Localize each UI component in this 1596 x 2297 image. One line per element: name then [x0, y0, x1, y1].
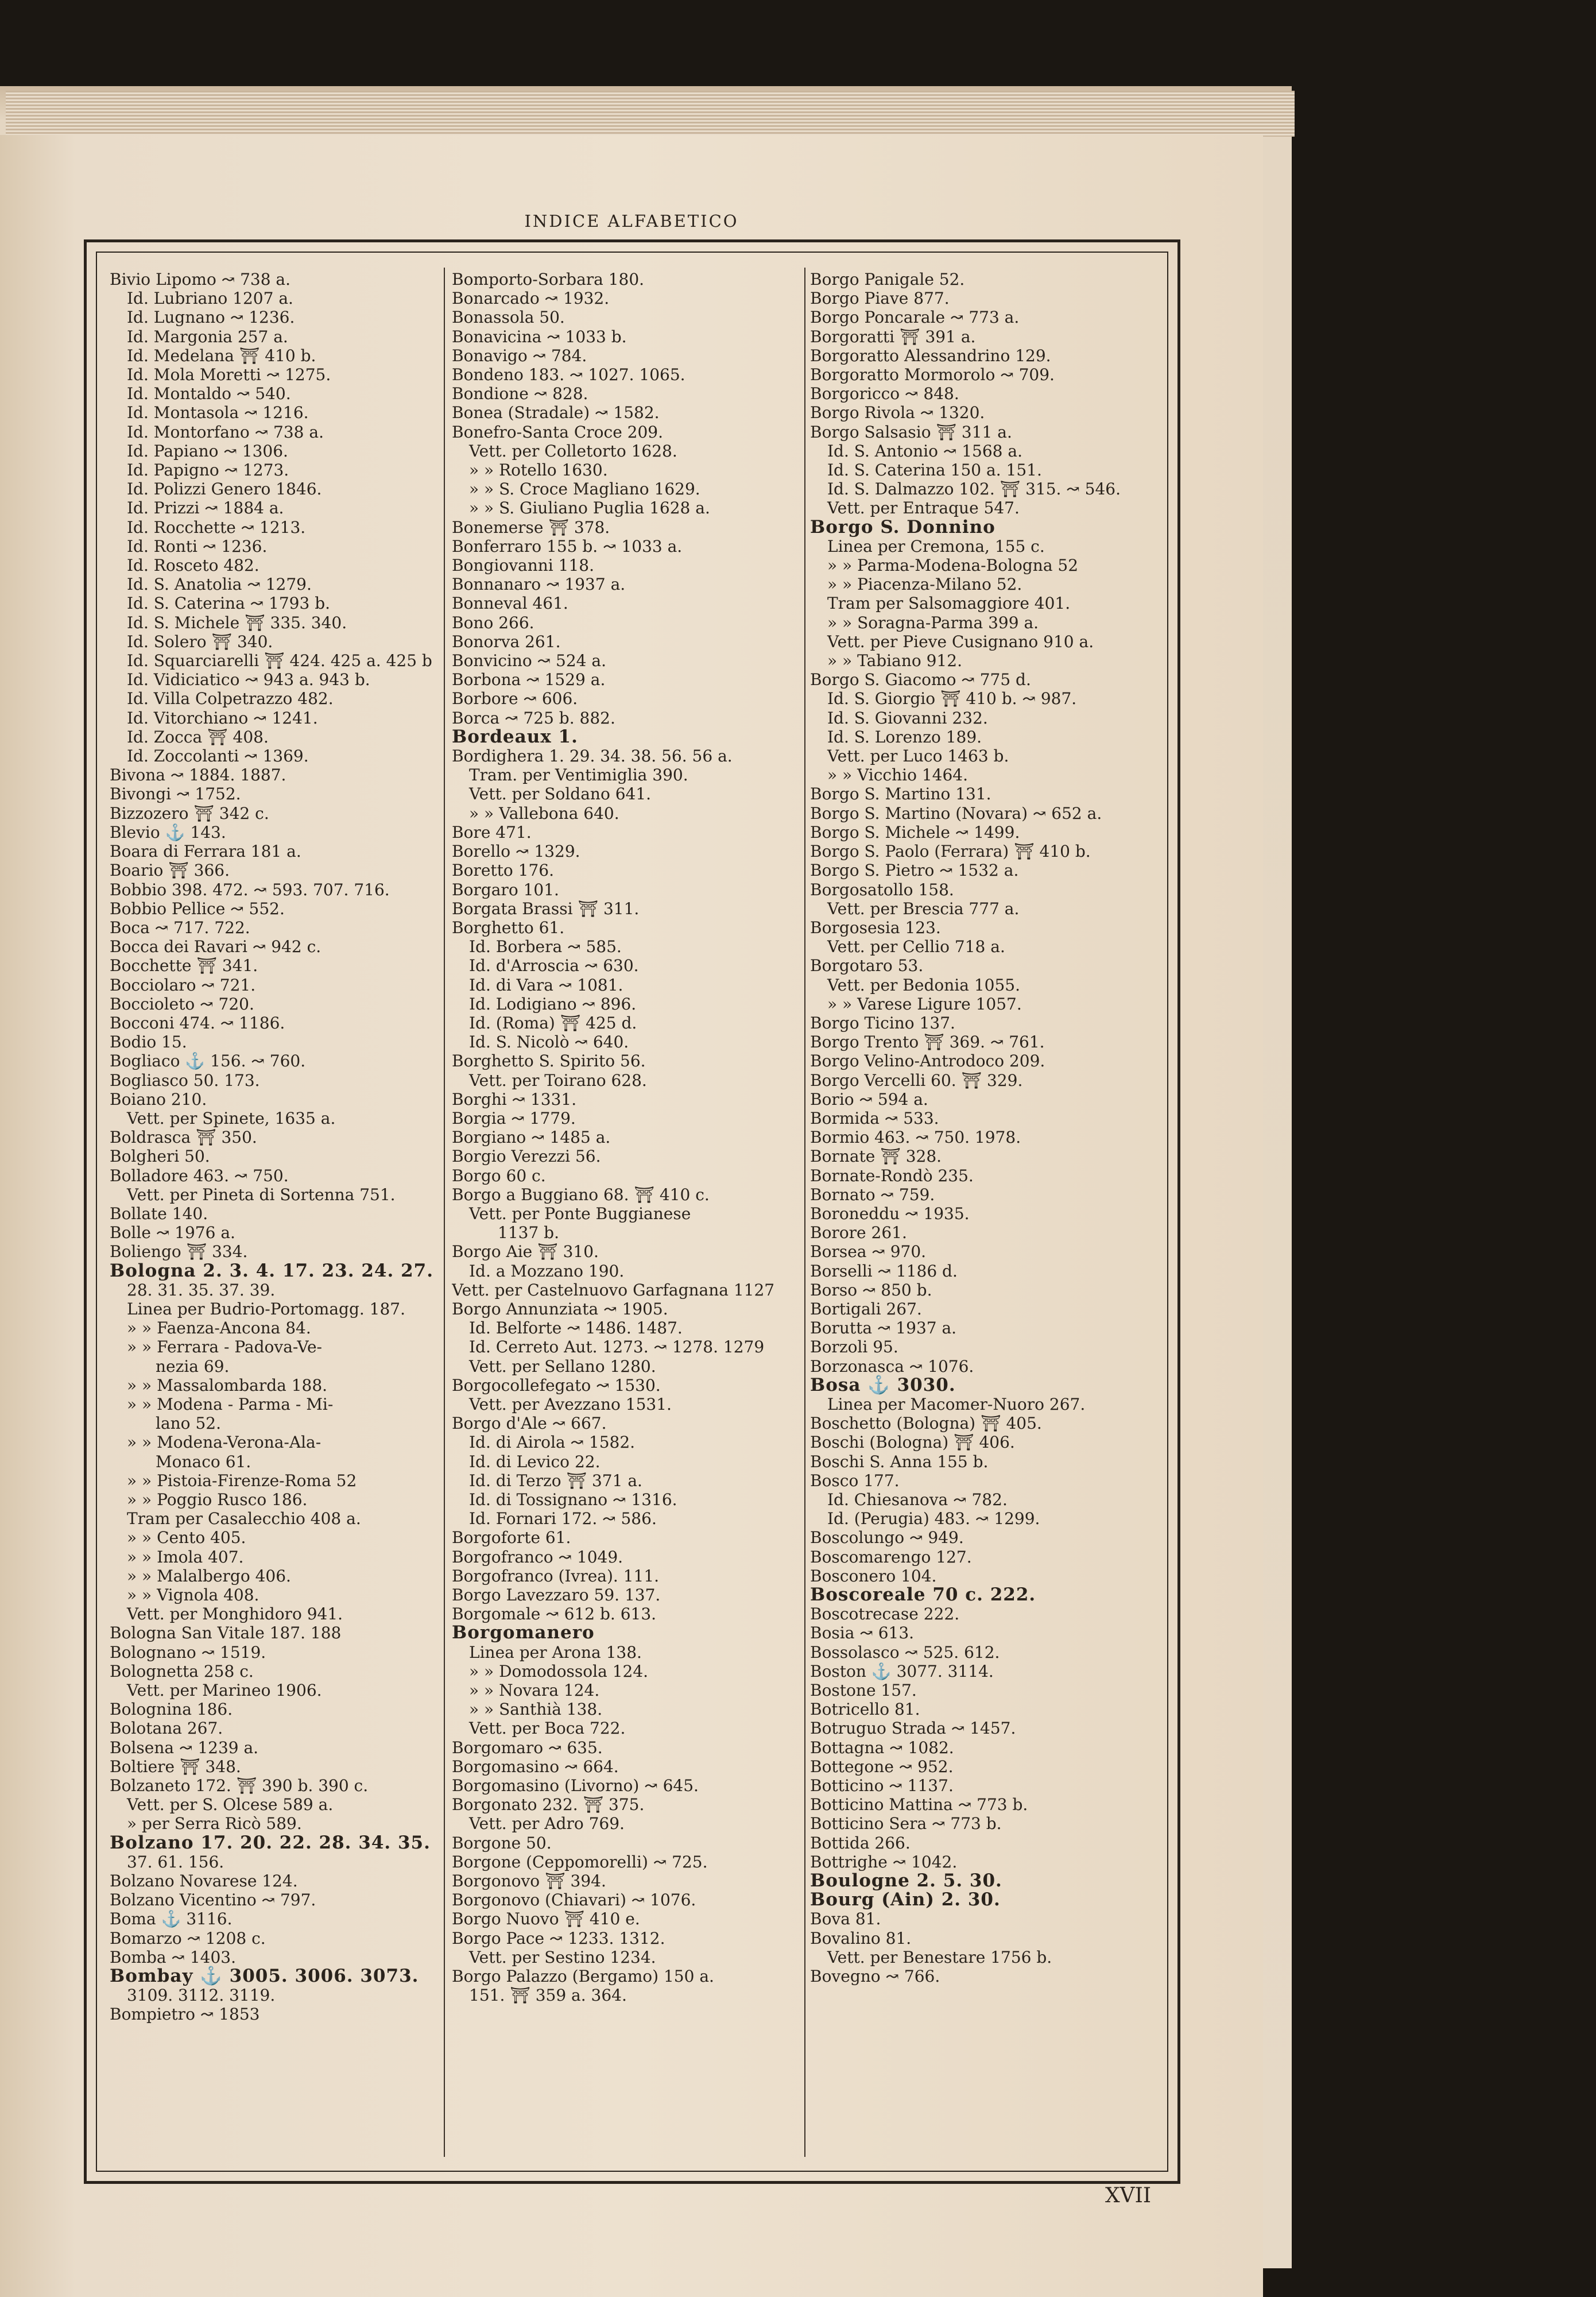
index-entry: Bolognano ↝ 1519.: [110, 1642, 266, 1662]
index-entry: Id. Medelana ⛩ 410 b.: [127, 346, 316, 365]
index-entry: Id. S. Michele ⛩ 335. 340.: [127, 613, 347, 632]
index-entry: Bornate-Rondò 235.: [810, 1166, 974, 1185]
index-entry: Id. di Airola ↝ 1582.: [469, 1433, 636, 1452]
index-entry: 28. 31. 35. 37. 39.: [127, 1280, 276, 1300]
index-entry: Bovalino 81.: [810, 1928, 912, 1948]
index-entry: Botticino Sera ↝ 773 b.: [810, 1814, 1002, 1834]
index-entry: Vett. per Cellio 718 a.: [827, 937, 1005, 957]
index-entry: Bolgheri 50.: [110, 1147, 210, 1166]
index-heading-entry: Borgomanero: [452, 1622, 595, 1644]
index-entry: Bivona ↝ 1884. 1887.: [110, 765, 286, 785]
index-entry: Borso ↝ 850 b.: [810, 1280, 932, 1300]
index-entry: Borgo Poncarale ↝ 773 a.: [810, 308, 1020, 327]
index-heading-entry: Bourg (Ain) 2. 30.: [810, 1889, 1001, 1911]
index-entry: Borgocollefegato ↝ 1530.: [452, 1375, 661, 1395]
index-entry: Bogliaco ⚓ 156. ↝ 760.: [110, 1051, 306, 1071]
index-entry: Bonneval 461.: [452, 594, 568, 613]
index-entry: Borgo Ticino 137.: [810, 1013, 955, 1033]
index-entry: » » Vicchio 1464.: [827, 765, 969, 785]
index-entry: » » Santhià 138.: [469, 1700, 603, 1719]
index-entry: Borgoratto Mormorolo ↝ 709.: [810, 365, 1055, 385]
index-entry: Blevio ⚓ 143.: [110, 822, 226, 842]
index-entry: Bonea (Stradale) ↝ 1582.: [452, 403, 660, 423]
index-entry: Id. a Mozzano 190.: [469, 1261, 625, 1281]
index-entry: » » Tabiano 912.: [827, 651, 962, 671]
index-entry: Borgoratto Alessandrino 129.: [810, 346, 1051, 365]
index-entry: Id. di Terzo ⛩ 371 a.: [469, 1471, 642, 1490]
index-entry: Id. Rocchette ↝ 1213.: [127, 517, 306, 537]
index-entry: Borzoli 95.: [810, 1337, 898, 1357]
index-heading-entry: Boulogne 2. 5. 30.: [810, 1870, 1002, 1892]
index-entry: Vett. per Entraque 547.: [827, 498, 1020, 518]
page-edges: [6, 91, 1295, 137]
index-entry: 3109. 3112. 3119.: [127, 1986, 276, 2005]
index-entry: Borghi ↝ 1331.: [452, 1089, 577, 1109]
index-entry: Bortigali 267.: [810, 1299, 922, 1318]
index-entry: » per Serra Ricò 589.: [127, 1814, 302, 1834]
index-entry: Borgo Panigale 52.: [810, 270, 965, 289]
index-entry: Id. Villa Colpetrazzo 482.: [127, 689, 334, 709]
index-entry: Botruguo Strada ↝ 1457.: [810, 1719, 1016, 1738]
index-entry: Monaco 61.: [156, 1452, 251, 1471]
index-heading-entry: Borgo S. Donnino: [810, 516, 995, 537]
index-entry: Id. Lodigiano ↝ 896.: [469, 994, 637, 1014]
index-entry: Vett. per Colletorto 1628.: [469, 441, 677, 461]
index-entry: Id. Prizzi ↝ 1884 a.: [127, 498, 284, 518]
index-entry: Borgo S. Martino (Novara) ↝ 652 a.: [810, 803, 1102, 823]
index-entry: Vett. per Soldano 641.: [469, 784, 652, 804]
index-entry: Borgo Vercelli 60. ⛩ 329.: [810, 1070, 1023, 1090]
index-heading-entry: Bombay ⚓ 3005. 3006. 3073.: [110, 1966, 419, 1987]
index-entry: » » Massalombarda 188.: [127, 1375, 328, 1395]
index-entry: » » Modena-Verona-Ala-: [127, 1433, 321, 1452]
index-entry: Id. Zocca ⛩ 408.: [127, 727, 269, 747]
index-entry: » » Vignola 408.: [127, 1586, 259, 1605]
index-entry: Id. Montorfano ↝ 738 a.: [127, 422, 324, 442]
index-entry: Borutta ↝ 1937 a.: [810, 1318, 957, 1338]
index-entry: Bolotana 267.: [110, 1719, 223, 1738]
index-entry: 1137 b.: [498, 1223, 559, 1243]
index-entry: Bosco 177.: [810, 1471, 900, 1490]
index-entry: Id. Fornari 172. ↝ 586.: [469, 1509, 657, 1529]
index-frame: [84, 239, 1180, 2184]
index-entry: Borgo Nuovo ⛩ 410 e.: [452, 1909, 640, 1929]
index-entry: Bongiovanni 118.: [452, 556, 594, 575]
index-entry: Borghetto S. Spirito 56.: [452, 1051, 646, 1071]
index-entry: Id. Ronti ↝ 1236.: [127, 536, 268, 556]
index-entry: Borello ↝ 1329.: [452, 842, 580, 861]
index-entry: Id. Rosceto 482.: [127, 556, 259, 575]
index-entry: Borgo Lavezzaro 59. 137.: [452, 1586, 661, 1605]
index-entry: Linea per Budrio-Portomagg. 187.: [127, 1299, 406, 1318]
index-entry: Bonvicino ↝ 524 a.: [452, 651, 606, 671]
index-entry: Bocca dei Ravari ↝ 942 c.: [110, 937, 321, 957]
index-entry: Borgo Rivola ↝ 1320.: [810, 403, 985, 423]
index-entry: Bocciolaro ↝ 721.: [110, 975, 256, 995]
index-entry: Id. S. Antonio ↝ 1568 a.: [827, 441, 1022, 461]
index-entry: Boara di Ferrara 181 a.: [110, 842, 301, 861]
index-entry: Bompietro ↝ 1853: [110, 2005, 260, 2024]
index-entry: Bolle ↝ 1976 a.: [110, 1223, 235, 1243]
index-column-2: [452, 270, 799, 2159]
index-entry: Vett. per Sestino 1234.: [469, 1947, 656, 1967]
index-entry: Bollate 140.: [110, 1204, 208, 1223]
index-entry: Bonavicina ↝ 1033 b.: [452, 327, 627, 346]
index-entry: Bossolasco ↝ 525. 612.: [810, 1642, 1000, 1662]
index-entry: Id. S. Caterina ↝ 1793 b.: [127, 594, 331, 613]
index-entry: Bottrighe ↝ 1042.: [810, 1852, 958, 1871]
index-column-3: [810, 270, 1159, 2159]
index-entry: Vett. per Spinete, 1635 a.: [127, 1108, 336, 1128]
index-entry: Boroneddu ↝ 1935.: [810, 1204, 970, 1223]
index-entry: Borgomasino (Livorno) ↝ 645.: [452, 1776, 699, 1796]
page-number: XVII: [1105, 2184, 1152, 2207]
index-entry: » » Imola 407.: [127, 1547, 244, 1567]
index-entry: Id. Chiesanova ↝ 782.: [827, 1490, 1008, 1509]
index-entry: Bivio Lipomo ↝ 738 a.: [110, 270, 290, 289]
index-entry: Tram per Salsomaggiore 401.: [827, 594, 1071, 613]
index-entry: » » S. Giuliano Puglia 1628 a.: [469, 498, 710, 518]
index-entry: » » Parma-Modena-Bologna 52: [827, 556, 1079, 575]
index-entry: » » S. Croce Magliano 1629.: [469, 479, 700, 499]
index-entry: Bottegone ↝ 952.: [810, 1757, 954, 1776]
index-entry: Bobbio 398. 472. ↝ 593. 707. 716.: [110, 880, 390, 899]
index-entry: Borio ↝ 594 a.: [810, 1089, 928, 1109]
index-entry: Bormio 463. ↝ 750. 1978.: [810, 1128, 1021, 1147]
index-entry: Vett. per Luco 1463 b.: [827, 747, 1009, 766]
index-entry: Boscotrecase 222.: [810, 1604, 960, 1624]
index-entry: Bonnanaro ↝ 1937 a.: [452, 575, 626, 594]
index-entry: Id. S. Nicolò ↝ 640.: [469, 1033, 629, 1052]
index-entry: Bonferraro 155 b. ↝ 1033 a.: [452, 536, 683, 556]
index-entry: Id. Zoccolanti ↝ 1369.: [127, 747, 309, 766]
index-entry: Id. (Roma) ⛩ 425 d.: [469, 1013, 637, 1033]
index-entry: Boca ↝ 717. 722.: [110, 918, 250, 937]
index-entry: Boston ⚓ 3077. 3114.: [810, 1661, 994, 1681]
index-entry: Borgofranco (Ivrea). 111.: [452, 1566, 660, 1586]
index-entry: Bostone 157.: [810, 1681, 917, 1700]
index-entry: Vett. per Toirano 628.: [469, 1070, 647, 1090]
index-entry: » » Malalbergo 406.: [127, 1566, 291, 1586]
index-entry: Bogliasco 50. 173.: [110, 1070, 260, 1090]
index-entry: Id. Polizzi Genero 1846.: [127, 479, 322, 499]
index-entry: Id. Cerreto Aut. 1273. ↝ 1278. 1279: [469, 1337, 765, 1357]
index-entry: Bornate ⛩ 328.: [810, 1147, 942, 1166]
index-entry: Id. (Perugia) 483. ↝ 1299.: [827, 1509, 1040, 1529]
index-entry: Bizzozero ⛩ 342 c.: [110, 803, 269, 823]
index-entry: Id. Solero ⛩ 340.: [127, 632, 273, 651]
index-entry: Bova 81.: [810, 1909, 881, 1929]
index-entry: Bosia ↝ 613.: [810, 1623, 915, 1643]
index-entry: Tram per Casalecchio 408 a.: [127, 1509, 361, 1529]
index-entry: Id. S. Caterina 150 a. 151.: [827, 461, 1042, 480]
index-entry: Vett. per Avezzano 1531.: [469, 1394, 672, 1414]
index-entry: Borgo Aie ⛩ 310.: [452, 1242, 599, 1262]
index-entry: Boschi (Bologna) ⛩ 406.: [810, 1433, 1015, 1452]
index-entry: Boccioleto ↝ 720.: [110, 994, 254, 1014]
index-entry: » » Vallebona 640.: [469, 803, 619, 823]
index-entry: Bonefro-Santa Croce 209.: [452, 422, 664, 442]
index-entry: Vett. per Pieve Cusignano 910 a.: [827, 632, 1094, 651]
index-entry: Borgosatollo 158.: [810, 880, 954, 899]
index-entry: Bolzaneto 172. ⛩ 390 b. 390 c.: [110, 1776, 369, 1796]
index-entry: Boldrasca ⛩ 350.: [110, 1128, 257, 1147]
index-entry: Bormida ↝ 533.: [810, 1108, 939, 1128]
index-entry: Vett. per Brescia 777 a.: [827, 899, 1020, 918]
index-entry: Bosconero 104.: [810, 1566, 937, 1586]
index-entry: Id. Margonia 257 a.: [127, 327, 288, 346]
index-entry: Bonarcado ↝ 1932.: [452, 289, 610, 308]
index-entry: Vett. per Benestare 1756 b.: [827, 1947, 1052, 1967]
index-entry: Linea per Arona 138.: [469, 1642, 642, 1662]
index-entry: Vett. per Pineta di Sortenna 751.: [127, 1185, 396, 1204]
index-entry: Bonassola 50.: [452, 308, 565, 327]
index-entry: Vett. per Marineo 1906.: [127, 1681, 322, 1700]
index-entry: Bolzano Vicentino ↝ 797.: [110, 1890, 316, 1910]
index-entry: Borbona ↝ 1529 a.: [452, 670, 606, 690]
index-entry: » » Pistoia-Firenze-Roma 52: [127, 1471, 357, 1490]
index-entry: Bordighera 1. 29. 34. 38. 56. 56 a.: [452, 747, 733, 766]
index-entry: Boschetto (Bologna) ⛩ 405.: [810, 1414, 1042, 1433]
index-entry: » » Piacenza-Milano 52.: [827, 575, 1022, 594]
index-entry: Borselli ↝ 1186 d.: [810, 1261, 958, 1281]
index-entry: Bonavigo ↝ 784.: [452, 346, 587, 365]
index-entry: Id. Papiano ↝ 1306.: [127, 441, 288, 461]
index-entry: Botticino Mattina ↝ 773 b.: [810, 1795, 1028, 1815]
index-entry: Borgo Annunziata ↝ 1905.: [452, 1299, 668, 1318]
index-entry: » » Cento 405.: [127, 1528, 246, 1548]
index-heading-entry: Bologna 2. 3. 4. 17. 23. 24. 27.: [110, 1260, 433, 1281]
index-entry: Boiano 210.: [110, 1089, 207, 1109]
index-frame-inner: [96, 252, 1168, 2172]
index-entry: Bodio 15.: [110, 1033, 187, 1052]
page: [0, 135, 1263, 2297]
index-entry: Vett. per Monghidoro 941.: [127, 1604, 343, 1624]
index-entry: Vett. per Sellano 1280.: [469, 1356, 656, 1376]
index-entry: » » Modena - Parma - Mi-: [127, 1394, 334, 1414]
index-entry: Id. S. Lorenzo 189.: [827, 727, 982, 747]
index-entry: Borgo S. Martino 131.: [810, 784, 991, 804]
index-entry: Id. Lubriano 1207 a.: [127, 289, 293, 308]
index-entry: » » Novara 124.: [469, 1681, 600, 1700]
index-entry: Id. d'Arroscia ↝ 630.: [469, 956, 639, 976]
index-entry: » » Faenza-Ancona 84.: [127, 1318, 311, 1338]
index-entry: Borgaro 101.: [452, 880, 559, 899]
index-entry: Borgoricco ↝ 848.: [810, 384, 959, 404]
index-entry: Borgo S. Pietro ↝ 1532 a.: [810, 861, 1019, 880]
index-entry: Borgotaro 53.: [810, 956, 924, 976]
index-heading-entry: Bosa ⚓ 3030.: [810, 1374, 956, 1395]
index-entry: Bornato ↝ 759.: [810, 1185, 935, 1204]
index-entry: Linea per Cremona, 155 c.: [827, 536, 1045, 556]
index-entry: Borgone 50.: [452, 1833, 552, 1853]
index-entry: Id. Lugnano ↝ 1236.: [127, 308, 295, 327]
index-entry: Borzonasca ↝ 1076.: [810, 1356, 974, 1376]
index-entry: Botticino ↝ 1137.: [810, 1776, 954, 1796]
index-entry: Bondione ↝ 828.: [452, 384, 588, 404]
index-entry: Bolzano Novarese 124.: [110, 1871, 298, 1891]
index-entry: Borgosesia 123.: [810, 918, 941, 937]
index-entry: Tram. per Ventimiglia 390.: [469, 765, 688, 785]
index-entry: Bovegno ↝ 766.: [810, 1967, 940, 1986]
index-entry: » » Poggio Rusco 186.: [127, 1490, 308, 1509]
index-entry: Bore 471.: [452, 822, 532, 842]
index-entry: » » Soragna-Parma 399 a.: [827, 613, 1039, 632]
index-entry: Bottagna ↝ 1082.: [810, 1738, 954, 1757]
index-entry: Botricello 81.: [810, 1700, 920, 1719]
index-entry: Borgo Piave 877.: [810, 289, 950, 308]
index-entry: Bolognetta 258 c.: [110, 1661, 254, 1681]
index-entry: Borgonovo (Chiavari) ↝ 1076.: [452, 1890, 696, 1910]
index-entry: Boma ⚓ 3116.: [110, 1909, 233, 1929]
index-heading-entry: Boscoreale 70 c. 222.: [810, 1584, 1036, 1606]
index-entry: Borgia ↝ 1779.: [452, 1108, 576, 1128]
index-entry: Borgonovo ⛩ 394.: [452, 1871, 606, 1891]
index-entry: Boretto 176.: [452, 861, 554, 880]
index-entry: Borgo 60 c.: [452, 1166, 546, 1185]
index-column-1: [110, 270, 438, 2159]
index-entry: Id. Vidiciatico ↝ 943 a. 943 b.: [127, 670, 370, 690]
column-divider: [444, 268, 445, 2157]
index-entry: » » Varese Ligure 1057.: [827, 994, 1022, 1014]
index-entry: Id. S. Anatolia ↝ 1279.: [127, 575, 312, 594]
index-entry: Id. Squarciarelli ⛩ 424. 425 a. 425 b: [127, 651, 432, 671]
index-entry: Id. Montaldo ↝ 540.: [127, 384, 291, 404]
index-entry: Borgomaro ↝ 635.: [452, 1738, 603, 1757]
index-entry: Id. Papigno ↝ 1273.: [127, 461, 289, 480]
index-heading-entry: Bolzano 17. 20. 22. 28. 34. 35.: [110, 1832, 431, 1853]
index-entry: Borgofranco ↝ 1049.: [452, 1547, 623, 1567]
index-entry: Borca ↝ 725 b. 882.: [452, 708, 615, 728]
index-entry: Id. Montasola ↝ 1216.: [127, 403, 309, 423]
index-entry: Borgone (Ceppomorelli) ↝ 725.: [452, 1852, 708, 1871]
index-entry: Bonemerse ⛩ 378.: [452, 517, 610, 537]
index-entry: Id. S. Dalmazzo 102. ⛩ 315. ↝ 546.: [827, 479, 1121, 499]
index-entry: Bomporto-Sorbara 180.: [452, 270, 645, 289]
index-entry: Borgoratti ⛩ 391 a.: [810, 327, 976, 346]
index-entry: Bomba ↝ 1403.: [110, 1947, 237, 1967]
index-entry: Borgo d'Ale ↝ 667.: [452, 1414, 607, 1433]
index-entry: Id. S. Giovanni 232.: [827, 708, 988, 728]
index-entry: Bivongi ↝ 1752.: [110, 784, 241, 804]
index-entry: Id. Borbera ↝ 585.: [469, 937, 622, 957]
index-entry: Bondeno 183. ↝ 1027. 1065.: [452, 365, 685, 385]
index-entry: Bolsena ↝ 1239 a.: [110, 1738, 259, 1757]
index-entry: Vett. per Ponte Buggianese: [469, 1204, 691, 1223]
index-entry: » » Rotello 1630.: [469, 461, 608, 480]
index-entry: Boscomarengo 127.: [810, 1547, 972, 1567]
index-entry: Id. Mola Moretti ↝ 1275.: [127, 365, 331, 385]
index-entry: Id. di Vara ↝ 1081.: [469, 975, 623, 995]
index-entry: Boscolungo ↝ 949.: [810, 1528, 964, 1548]
index-entry: Vett. per S. Olcese 589 a.: [127, 1795, 334, 1815]
index-entry: Borsea ↝ 970.: [810, 1242, 927, 1262]
index-entry: Borghetto 61.: [452, 918, 565, 937]
index-entry: » » Ferrara - Padova-Ve-: [127, 1337, 323, 1357]
index-entry: Borgoforte 61.: [452, 1528, 571, 1548]
index-entry: Borgonato 232. ⛩ 375.: [452, 1795, 645, 1815]
column-divider: [804, 268, 805, 2157]
index-heading-entry: Bordeaux 1.: [452, 726, 578, 747]
index-entry: Id. Belforte ↝ 1486. 1487.: [469, 1318, 683, 1338]
index-entry: Bobbio Pellice ↝ 552.: [110, 899, 285, 918]
index-entry: Bolognina 186.: [110, 1700, 233, 1719]
index-entry: Id. S. Giorgio ⛩ 410 b. ↝ 987.: [827, 689, 1077, 709]
index-entry: Boliengo ⛩ 334.: [110, 1242, 248, 1262]
index-entry: Bonorva 261.: [452, 632, 561, 651]
index-entry: Borgata Brassi ⛩ 311.: [452, 899, 640, 918]
page-header: INDICE ALFABETICO: [524, 211, 739, 231]
index-entry: 37. 61. 156.: [127, 1852, 224, 1871]
index-entry: Boario ⛩ 366.: [110, 861, 230, 880]
index-entry: Vett. per Boca 722.: [469, 1719, 626, 1738]
index-entry: Borgo Trento ⛩ 369. ↝ 761.: [810, 1033, 1045, 1052]
index-entry: lano 52.: [156, 1414, 221, 1433]
index-entry: nezia 69.: [156, 1356, 230, 1376]
index-entry: Borgo Velino-Antrodoco 209.: [810, 1051, 1045, 1071]
index-entry: » » Domodossola 124.: [469, 1661, 649, 1681]
index-entry: Bolladore 463. ↝ 750.: [110, 1166, 289, 1185]
index-entry: Vett. per Bedonia 1055.: [827, 975, 1020, 995]
index-entry: Borgo Pace ↝ 1233. 1312.: [452, 1928, 665, 1948]
index-entry: Bocchette ⛩ 341.: [110, 956, 258, 976]
index-entry: Borgio Verezzi 56.: [452, 1147, 601, 1166]
index-entry: Bologna San Vitale 187. 188: [110, 1623, 342, 1643]
index-entry: Borgomale ↝ 612 b. 613.: [452, 1604, 657, 1624]
index-entry: Borore 261.: [810, 1223, 907, 1243]
index-entry: Borgiano ↝ 1485 a.: [452, 1128, 611, 1147]
index-entry: Borgo S. Paolo (Ferrara) ⛩ 410 b.: [810, 842, 1091, 861]
index-entry: Vett. per Castelnuovo Garfagnana 1127: [452, 1280, 775, 1300]
index-entry: Borgo Palazzo (Bergamo) 150 a.: [452, 1967, 714, 1986]
index-entry: Boltiere ⛩ 348.: [110, 1757, 241, 1776]
index-entry: 151. ⛩ 359 a. 364.: [469, 1986, 627, 2005]
index-entry: Borgomasino ↝ 664.: [452, 1757, 619, 1776]
index-entry: Id. di Tossignano ↝ 1316.: [469, 1490, 677, 1509]
index-entry: Id. di Levico 22.: [469, 1452, 601, 1471]
index-entry: Linea per Macomer-Nuoro 267.: [827, 1394, 1086, 1414]
index-entry: Bocconi 474. ↝ 1186.: [110, 1013, 285, 1033]
index-entry: Bono 266.: [452, 613, 534, 632]
index-entry: Borgo S. Michele ↝ 1499.: [810, 822, 1020, 842]
index-entry: Vett. per Adro 769.: [469, 1814, 625, 1834]
index-entry: Borgo a Buggiano 68. ⛩ 410 c.: [452, 1185, 710, 1204]
index-entry: Borgo S. Giacomo ↝ 775 d.: [810, 670, 1031, 690]
index-entry: Bomarzo ↝ 1208 c.: [110, 1928, 266, 1948]
index-entry: Boschi S. Anna 155 b.: [810, 1452, 989, 1471]
index-entry: Borbore ↝ 606.: [452, 689, 578, 709]
index-entry: Id. Vitorchiano ↝ 1241.: [127, 708, 318, 728]
index-entry: Borgo Salsasio ⛩ 311 a.: [810, 422, 1012, 442]
index-entry: Bottida 266.: [810, 1833, 911, 1853]
